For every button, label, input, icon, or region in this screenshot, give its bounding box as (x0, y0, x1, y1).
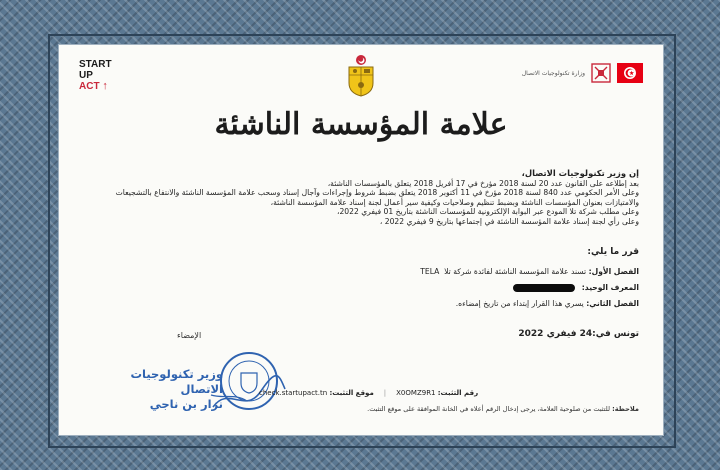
ministry-logo-icon (591, 63, 611, 83)
identifier-row (79, 283, 639, 292)
cert-number (396, 389, 478, 397)
preamble-line: وعلى مطلب شركة تلا المودع عبر البوابة الإلكترونية للمؤسسات الناشئة بتاريخ 01 فيفري 2022، (337, 207, 639, 217)
ministry-header (522, 61, 643, 85)
tunisia-flag-icon (617, 63, 643, 83)
cert-number-value: X0OMZ9R1 (396, 389, 436, 397)
verification-note (219, 405, 639, 413)
cert-number-label: رقم التثبت: (437, 389, 479, 397)
note-text: للتثبت من صلوحية العلامة، يرجى إدخال الرقم أعلاه في الخانة الموافقة على موقع التثبت. (367, 405, 610, 413)
preamble-line: وعلى رأي لجنة إسناد علامة المؤسسة الناشئة في إجتماعها بتاريخ 9 فيفري 2022 ، (379, 216, 639, 226)
redacted-identifier (513, 284, 575, 292)
verification-site-link[interactable]: check.startupact.tn (259, 389, 328, 397)
stamp-title: وزير تكنولوجيات الاتصال (130, 367, 223, 396)
verification-site-label: موقع التثبت: (329, 389, 374, 397)
note-label: ملاحظة: (612, 405, 639, 413)
ministry-name: وزارة تكنولوجيات الاتصال (521, 69, 585, 77)
preamble-line: بعد إطلاعه على القانون عدد 20 لسنة 2018 مؤرخ في 17 أفريل 2018 يتعلق بالمؤسسات الناشئة، (327, 178, 639, 188)
certificate-title: علامة المؤسسة الناشئة (214, 107, 508, 142)
decision-heading: قرر ما يلي: (587, 247, 639, 257)
stamp-name: نزار بن ناجي (149, 397, 223, 411)
articles (79, 267, 639, 315)
tunisia-emblem-icon (345, 53, 377, 97)
minister-stamp-text (99, 367, 223, 412)
article-2-label: الفصل الثاني: (586, 299, 639, 308)
issue-date: تونس في:24 فيفري 2022 (518, 329, 639, 339)
company-latin-name: TELA (420, 267, 440, 276)
signature-label: الإمضاء (177, 331, 202, 340)
preamble-line: والامتيازات بعنوان المؤسسات الناشئة وبضبط تنظيم وصلاحيات وكيفية سير أعمال لجنة إسناد علامة المؤسسة الناشئة، (270, 197, 639, 207)
article-1-label: الفصل الأول: (588, 267, 639, 276)
article-2 (79, 299, 639, 308)
verification-site (259, 389, 374, 397)
article-2-text: يسري هذا القرار إبتداء من تاريخ إمضاءه. (455, 299, 584, 308)
article-1-text: تسند علامة المؤسسة الناشئة لفائدة شركة تلا (444, 267, 587, 276)
identifier-label: المعرف الوحيد: (581, 283, 639, 292)
verification-row (259, 389, 639, 397)
preamble (79, 169, 639, 227)
preamble-line: وعلى الأمر الحكومي عدد 840 لسنة 2018 مؤرخ في 11 أكتوبر 2018 يتعلق بضبط شروط وإجراءات وآجال إسناد وسحب علامة المؤسسة الناشئة والانتفاع بالتشجيعات (115, 188, 639, 198)
separator: | (383, 389, 387, 397)
arrow-up-icon: ↑ (102, 80, 108, 92)
article-1 (79, 267, 639, 276)
certificate-paper (58, 44, 664, 436)
startup-act-logo: START UP ACT ↑ (79, 59, 112, 92)
preamble-heading: إن وزير تكنولوجيات الاتصال، (521, 168, 639, 178)
